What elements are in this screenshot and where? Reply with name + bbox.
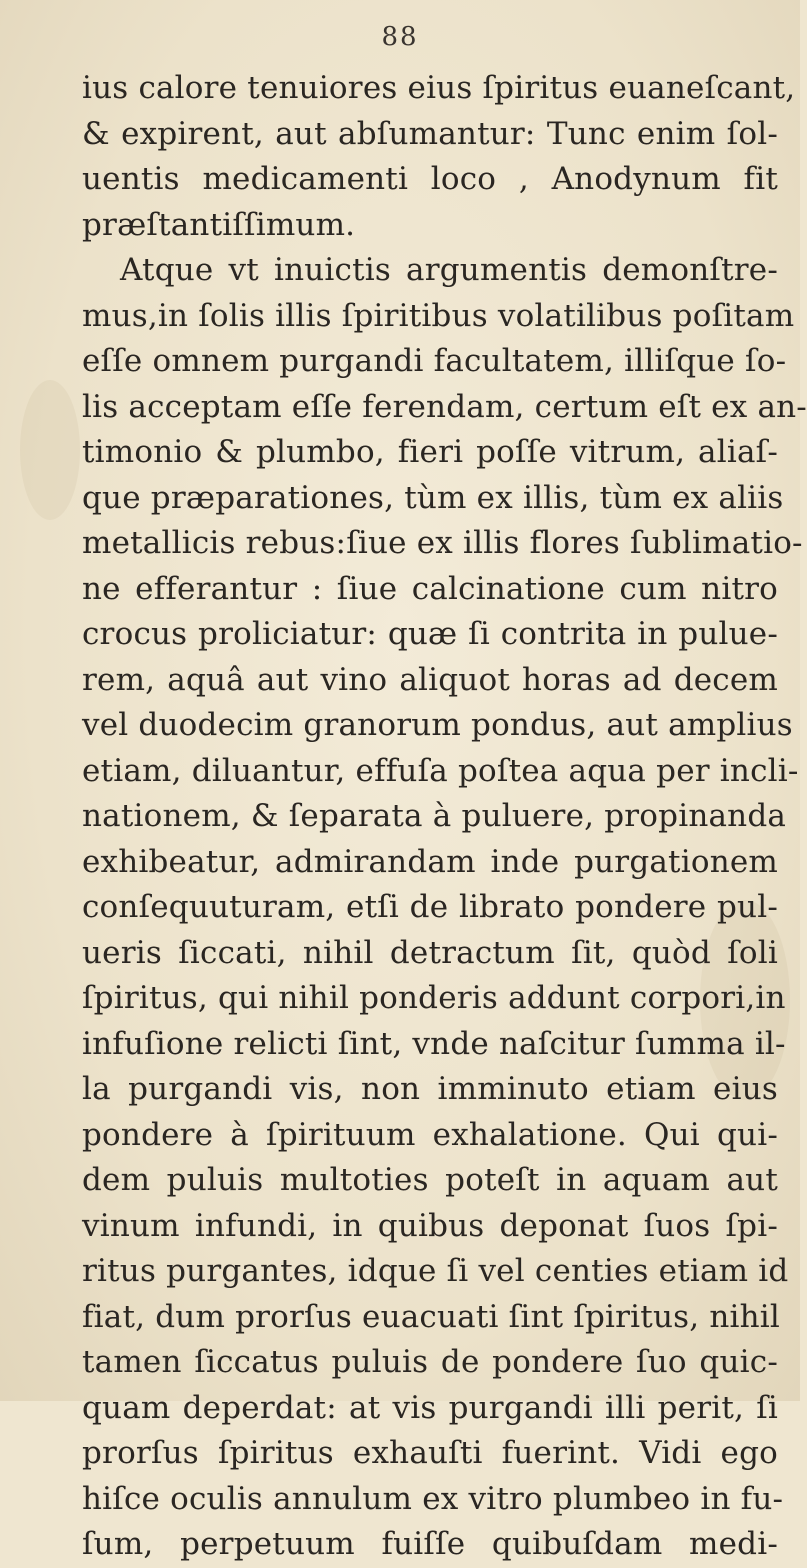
text-line: nationem, & ſeparata à puluere, propinanda: [82, 798, 787, 834]
text-line: ius calore tenuiores eius ſpiritus euaneſcant,: [82, 70, 796, 106]
text-line: quam deperdat: at vis purgandi illi perit, ſi: [82, 1389, 778, 1426]
text-line: vel duodecim granorum pondus, aut amplius: [82, 707, 793, 743]
text-line: la purgandi vis, non imminuto etiam eius: [82, 1071, 778, 1107]
text-line: prorſus ſpiritus exhauſti fuerint. Vidi ego: [82, 1435, 778, 1471]
text-line: Atque vt inuictis argumentis demonſtre-: [120, 252, 778, 288]
text-line: etiam, diluantur, effuſa poſtea aqua per incli-: [82, 752, 799, 789]
text-line: conſequuturam, etſi de librato pondere pul-: [82, 889, 778, 925]
text-line: infuſione relicti ſint, vnde naſcitur ſumma il-: [82, 1025, 786, 1062]
text-line: & expirent, aut abſumantur: Tunc enim ſol-: [82, 115, 778, 152]
text-line: tamen ſiccatus puluis de pondere ſuo quic-: [82, 1344, 778, 1380]
text-line: exhibeatur, admirandam inde purgationem: [82, 843, 778, 880]
text-line: hiſce oculis annulum ex vitro plumbeo in fu-: [82, 1480, 784, 1517]
body-text: [82, 66, 807, 1568]
text-line: ſpiritus, qui nihil ponderis addunt corpori,in: [82, 980, 786, 1016]
text-line: præſtantiſſimum.: [82, 206, 356, 243]
text-line: uentis medicamenti loco , Anodynum fit: [82, 161, 778, 197]
text-line: dem puluis multoties poteſt in aquam aut: [82, 1162, 778, 1198]
text-line: eſſe omnem purgandi facultatem, illiſque ſo-: [82, 343, 787, 379]
text-line: ſum, perpetuum fuiſſe quibuſdam medi-: [82, 1526, 778, 1562]
text-line: vinum infundi, in quibus deponat ſuos ſpi-: [82, 1207, 778, 1244]
text-line: fiat, dum prorſus euacuati ſint ſpiritus, nihil: [82, 1298, 781, 1335]
text-line: metallicis rebus:ſiue ex illis flores ſublimatio-: [82, 525, 803, 561]
text-line: rem, aquâ aut vino aliquot horas ad decem: [82, 661, 778, 698]
text-line: ritus purgantes, idque ſi vel centies etiam id: [82, 1253, 789, 1289]
text-line: timonio & plumbo, fieri poſſe vitrum, aliaſ-: [82, 434, 778, 470]
paper-stain: [20, 380, 80, 520]
text-line: ne efferantur : ſiue calcinatione cum nitro: [82, 570, 778, 607]
text-line: lis acceptam eſſe ferendam, certum eſt ex an-: [82, 388, 807, 425]
text-line: que præparationes, tùm ex illis, tùm ex aliis: [82, 479, 784, 516]
text-line: pondere à ſpirituum exhalatione. Qui qui-: [82, 1116, 778, 1153]
text-line: mus,in ſolis illis ſpiritibus volatilibus poſitam: [82, 297, 795, 334]
text-line: ueris ſiccati, nihil detractum ſit, quòd ſoli: [82, 934, 778, 971]
text-line: crocus proliciatur: quæ ſi contrita in pulue-: [82, 616, 778, 652]
page-number: 88: [381, 22, 419, 52]
